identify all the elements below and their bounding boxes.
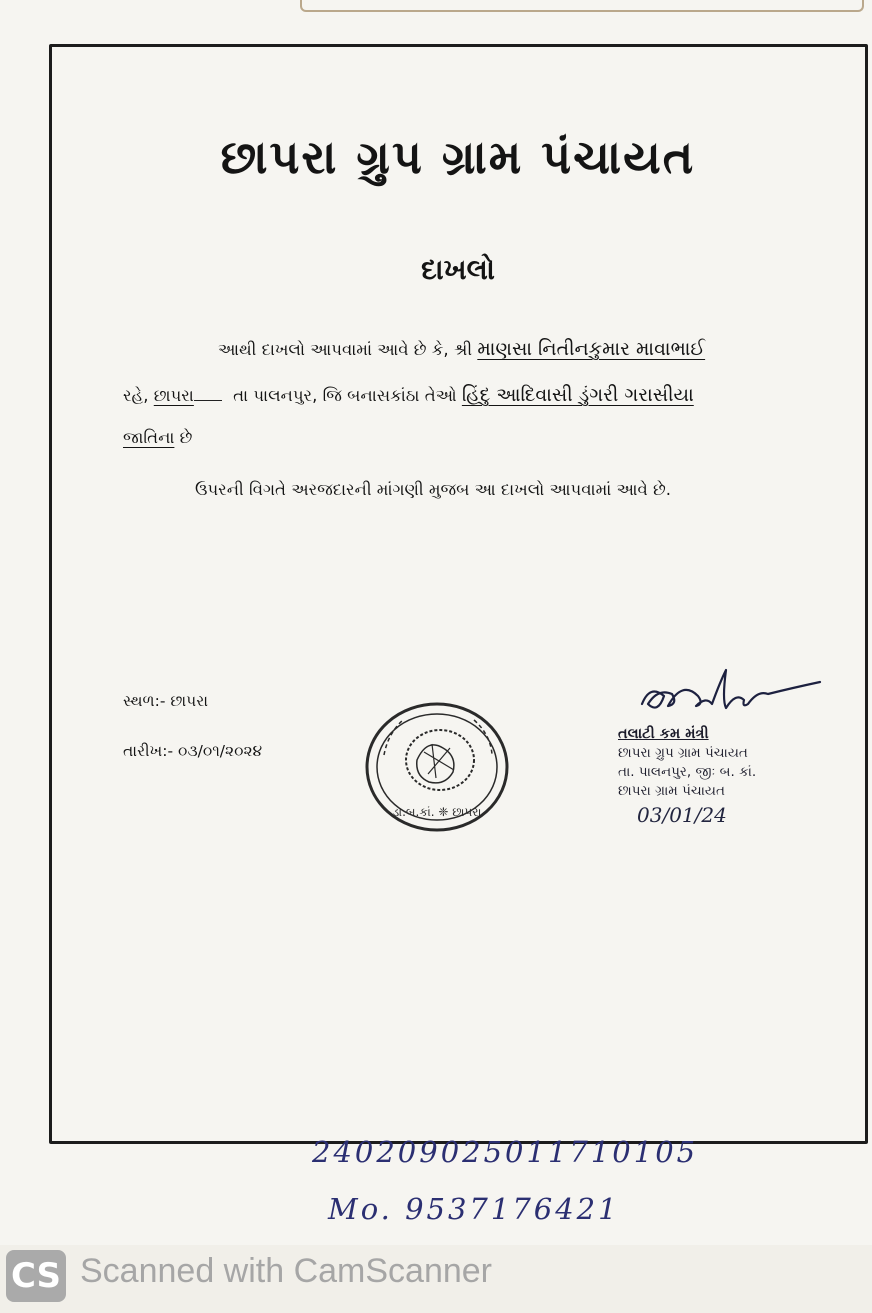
caste-word: જાતિના (123, 428, 175, 447)
body-line-1 (218, 338, 705, 360)
signature-date: 03/01/24 (637, 803, 727, 827)
applicant-name: માણસા નિતીનકુમાર માવાભાઈ (477, 338, 706, 360)
camscanner-logo: CS (6, 1250, 66, 1302)
document-subtitle: દાખલો (421, 253, 495, 286)
handwritten-reference-number: 240209025011710105 (312, 1135, 699, 1169)
signatory-village: છાપરા ગ્રામ પંચાયત (618, 783, 725, 799)
document-title: છાપરા ગ્રુપ ગ્રામ પંચાયત (220, 130, 696, 184)
signatory-panchayat: છાપરા ગ્રુપ ગ્રામ પંચાયત (618, 745, 748, 761)
caste-suffix: છે (179, 428, 193, 447)
document-border (49, 44, 868, 1144)
community-name: હિંદુ આદિવાસી ડુંગરી ગરાસીયા (461, 384, 694, 406)
blank-underline (194, 400, 222, 401)
signatory-designation: તલાટી કમ મંત્રી (618, 726, 709, 742)
residence-label: રહે, (123, 386, 149, 405)
place-label: સ્થળ:- છાપરા (123, 692, 209, 710)
village-name: છાપરા (153, 386, 194, 405)
signatory-taluka: તા. પાલનપુર, જીઃ બ. કાં. (618, 764, 757, 780)
official-seal-stamp (362, 700, 512, 835)
stamp-text: ડા.બ.કાં. ❈ છાપરા (392, 805, 482, 819)
signature (636, 660, 846, 720)
handwritten-mobile-number: Mo. 9537176421 (328, 1192, 620, 1226)
body-line-3 (123, 428, 192, 448)
body-line-2-middle: તા પાલનપુર, જિ બનાસકાંઠા તેઓ (233, 386, 457, 405)
date-label: તારીખ:- ૦૩/૦૧/૨૦૨૪ (123, 742, 263, 760)
body-line-1-prefix: આથી દાખલો આપવામાં આવે છે કે, શ્રી (218, 340, 473, 359)
signatory-block (618, 725, 848, 801)
camscanner-watermark-text: Scanned with CamScanner (80, 1252, 493, 1290)
closing-line: ઉપરની વિગતે અરજદારની માંગણી મુજબ આ દાખલો આપવામાં આવે છે. (195, 480, 672, 499)
previous-page-edge (300, 0, 864, 12)
body-line-2 (123, 384, 694, 406)
